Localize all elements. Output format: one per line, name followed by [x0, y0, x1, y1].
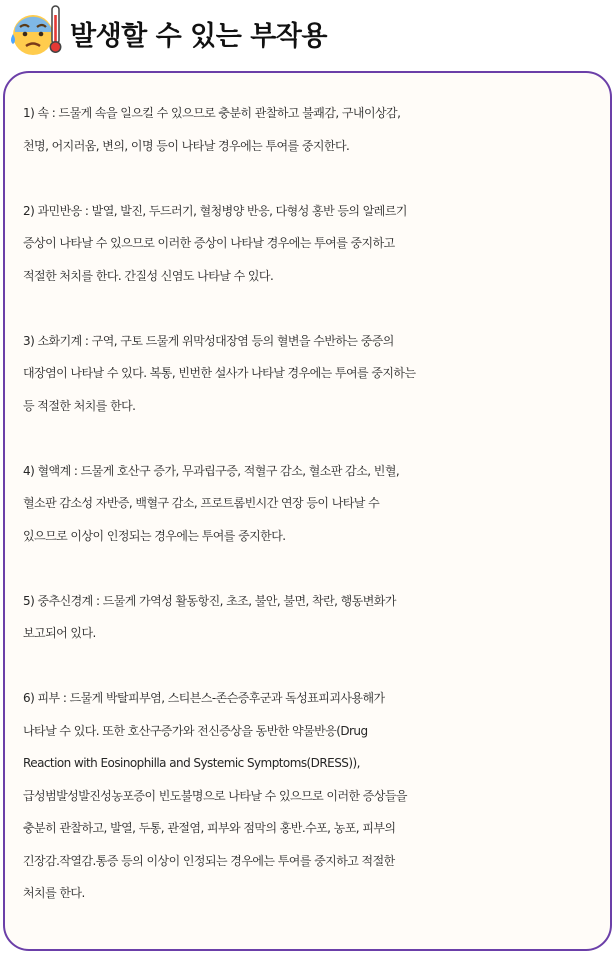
side-effect-line: 충분히 관찰하고, 발열, 두통, 관절염, 피부와 점막의 홍반.수포, 농포, 피부의	[23, 821, 396, 835]
side-effect-line: 급성범발성발진성농포증이 빈도불명으로 나타날 수 있으므로 이러한 증상들을	[23, 788, 407, 803]
side-effect-line: 있으므로 이상이 인정되는 경우에는 투여를 중지한다.	[23, 528, 286, 543]
side-effect-line: 나타날 수 있다. 또한 호산구증가와 전신증상을 동반한 약물반응(Drug	[23, 723, 368, 738]
side-effects-card	[3, 71, 612, 951]
side-effect-line: 6) 피부 : 드물게 박탈피부염, 스티븐스-존슨증후군과 독성표피괴사용해가	[23, 691, 385, 705]
side-effect-line: 혈소판 감소성 자반증, 백혈구 감소, 프로트롬빈시간 연장 등이 나타날 수	[23, 496, 380, 510]
side-effect-item	[23, 455, 603, 553]
side-effect-item	[23, 195, 603, 293]
page-title: 발생할 수 있는 부작용	[70, 20, 327, 52]
side-effect-line: 적절한 처치를 한다. 간질성 신염도 나타날 수 있다.	[23, 268, 274, 283]
side-effect-item	[23, 585, 603, 650]
side-effect-line: 1) 속 : 드물게 속을 일으킬 수 있으므로 충분히 관찰하고 불쾌감, 구내이상감,	[23, 106, 401, 120]
side-effect-line: 4) 혈액계 : 드물게 호산구 증가, 무과립구증, 적혈구 감소, 혈소판 감소, 빈혈,	[23, 463, 400, 478]
side-effect-item	[23, 325, 603, 423]
side-effect-line: 5) 중추신경계 : 드물게 가역성 활동항진, 초조, 불안, 불면, 착란, 행동변화가	[23, 593, 396, 608]
header	[6, 2, 606, 64]
sick-face-thermometer-icon	[6, 3, 66, 63]
side-effect-line: 3) 소화기계 : 구역, 구토 드물게 위막성대장염 등의 혈변을 수반하는 중증의	[23, 333, 394, 348]
side-effect-line: Reaction with Eosinophilla and Systemic Symptoms(DRESS)),	[23, 756, 360, 770]
side-effects-list	[23, 97, 603, 910]
side-effect-line: 긴장감.작열감.통증 등의 이상이 인정되는 경우에는 투여를 중지하고 적절한	[23, 853, 395, 868]
side-effect-line: 등 적절한 처치를 한다.	[23, 398, 136, 413]
side-effect-line: 2) 과민반응 : 발열, 발진, 두드러기, 혈청병양 반응, 다형성 홍반 등의 알레르기	[23, 203, 407, 218]
side-effect-item	[23, 682, 603, 910]
side-effect-line: 보고되어 있다.	[23, 626, 96, 640]
side-effect-item	[23, 97, 603, 162]
side-effect-line: 대장염이 나타날 수 있다. 복통, 빈번한 설사가 나타날 경우에는 투여를 중지하는	[23, 366, 416, 380]
side-effect-line: 처치를 한다.	[23, 886, 85, 900]
side-effect-line: 천명, 어지러움, 변의, 이명 등이 나타날 경우에는 투여를 중지한다.	[23, 138, 350, 153]
side-effect-line: 증상이 나타날 수 있으므로 이러한 증상이 나타날 경우에는 투여를 중지하고	[23, 236, 395, 250]
